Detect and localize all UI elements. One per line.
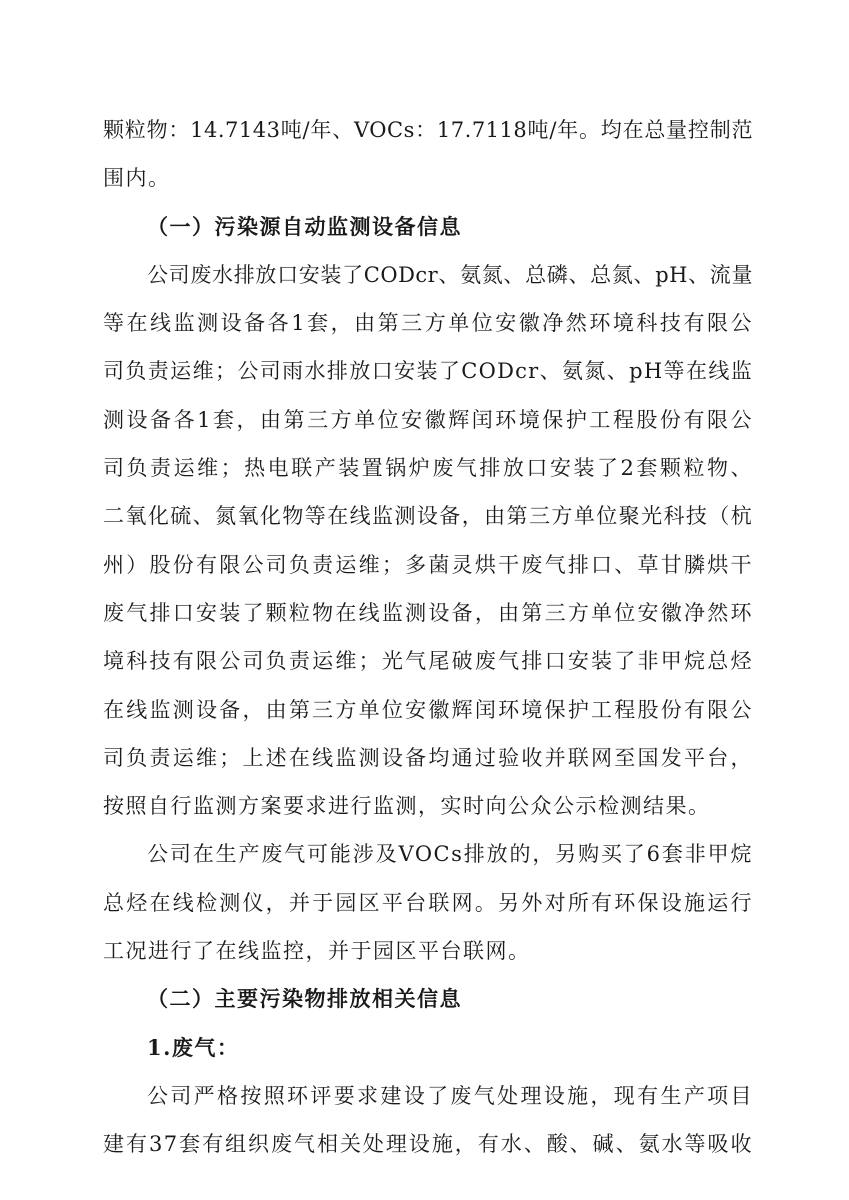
text-line: 废气排口安装了颗粒物在线监测设备，由第三方单位安徽净然环 — [103, 600, 753, 625]
text-line: 州）股份有限公司负责运维；多菌灵烘干废气排口、草甘膦烘干 — [103, 552, 753, 577]
text-line: 等在线监测设备各1套，由第三方单位安徽净然环境科技有限公 — [103, 311, 753, 336]
text-line: 围内。 — [103, 166, 171, 191]
text-line: 在线监测设备，由第三方单位安徽辉闰环境保护工程股份有限公 — [103, 697, 753, 722]
section-heading: （二）主要污染物排放相关信息 — [147, 986, 462, 1012]
text-line: 司负责运维；上述在线监测设备均通过验收并联网至国发平台， — [103, 745, 753, 770]
text-line: 建有37套有组织废气相关处理设施，有水、酸、碱、氨水等吸收 — [103, 1132, 753, 1157]
text-line: 境科技有限公司负责运维；光气尾破废气排口安装了非甲烷总烃 — [103, 649, 753, 674]
text-line: 测设备各1套，由第三方单位安徽辉闰环境保护工程股份有限公 — [103, 407, 753, 432]
text-line: 总烃在线检测仪，并于园区平台联网。另外对所有环保设施运行 — [103, 890, 753, 915]
paragraph-first-line: 公司严格按照环评要求建设了废气处理设施，现有生产项目 — [147, 1083, 753, 1108]
paragraph-first-line: 公司废水排放口安装了CODcr、氨氮、总磷、总氮、pH、流量 — [147, 262, 753, 287]
section-heading: （一）污染源自动监测设备信息 — [147, 213, 462, 239]
text-line: 工况进行了在线监控，并于园区平台联网。 — [103, 939, 531, 964]
text-line: 按照自行监测方案要求进行监测，实时向公众公示检测结果。 — [103, 794, 711, 819]
text-line: 司负责运维；热电联产装置锅炉废气排放口安装了2套颗粒物、 — [103, 456, 753, 481]
paragraph-first-line: 公司在生产废气可能涉及VOCs排放的，另购买了6套非甲烷 — [147, 842, 753, 867]
text-line: 司负责运维；公司雨水排放口安装了CODcr、氨氮、pH等在线监 — [103, 359, 753, 384]
text-line: 颗粒物：14.7143吨/年、VOCs：17.7118吨/年。均在总量控制范 — [103, 118, 753, 142]
text-line: 二氧化硫、氮氧化物等在线监测设备，由第三方单位聚光科技（杭 — [103, 504, 753, 529]
subsection-heading: 1.废气： — [147, 1034, 240, 1060]
document-body — [103, 106, 753, 1169]
